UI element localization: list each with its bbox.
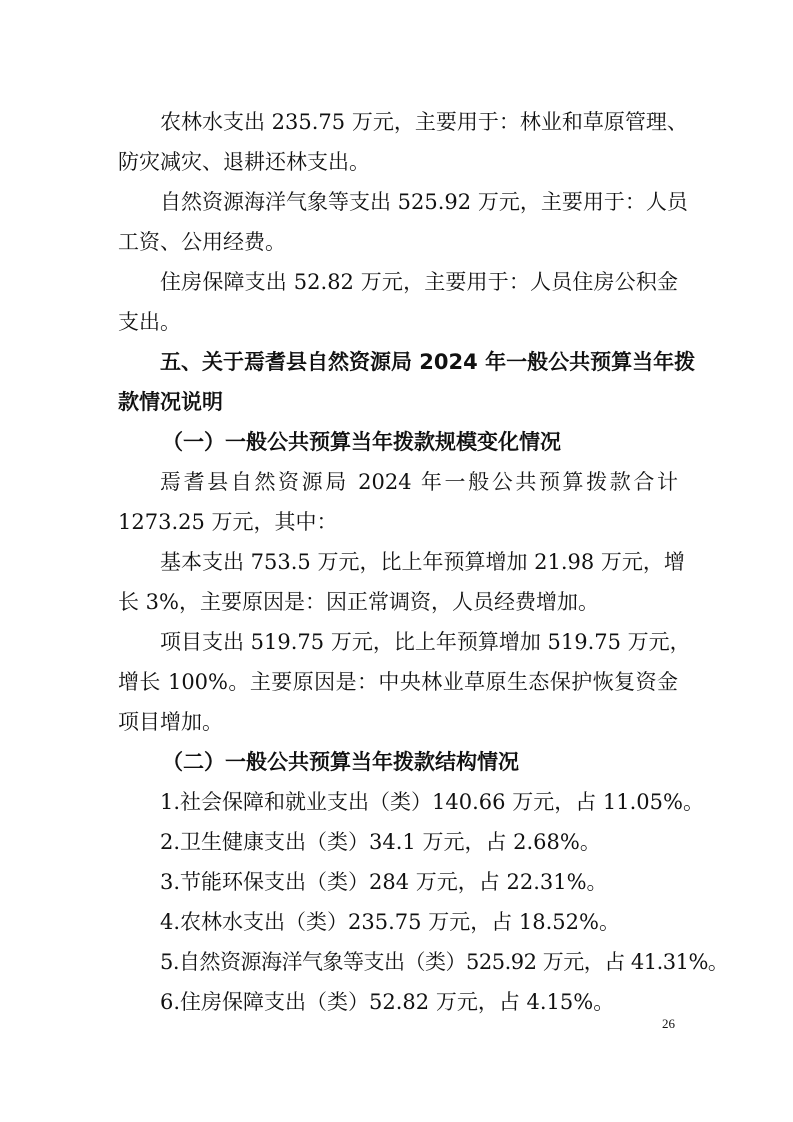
- list-item: 2.卫生健康支出（类）34.1 万元，占 2.68%。: [160, 830, 601, 854]
- section-heading: 款情况说明: [118, 390, 223, 414]
- paragraph-line: 焉耆县自然资源局 2024 年一般公共预算拨款合计: [160, 470, 678, 494]
- paragraph-line: 自然资源海洋气象等支出 525.92 万元，主要用于：人员: [160, 190, 688, 214]
- paragraph-line: 项目支出 519.75 万元，比上年预算增加 519.75 万元，: [160, 630, 691, 654]
- subsection-heading: （一）一般公共预算当年拨款规模变化情况: [162, 430, 561, 454]
- section-heading: 五、关于焉耆县自然资源局 2024 年一般公共预算当年拨: [160, 350, 696, 374]
- paragraph-line: 防灾减灾、退耕还林支出。: [118, 150, 370, 174]
- paragraph-line: 长 3%，主要原因是：因正常调资，人员经费增加。: [118, 590, 599, 614]
- list-item: 5.自然资源海洋气象等支出（类）525.92 万元，占 41.31%。: [160, 950, 729, 974]
- page-number: 26: [662, 1016, 675, 1031]
- paragraph-line: 住房保障支出 52.82 万元，主要用于：人员住房公积金: [160, 270, 678, 294]
- list-item: 3.节能环保支出（类）284 万元，占 22.31%。: [160, 870, 608, 894]
- paragraph-line: 基本支出 753.5 万元，比上年预算增加 21.98 万元，增: [160, 550, 685, 574]
- paragraph-line: 支出。: [118, 310, 181, 334]
- list-item: 1.社会保障和就业支出（类）140.66 万元，占 11.05%。: [160, 790, 704, 814]
- paragraph-line: 农林水支出 235.75 万元，主要用于：林业和草原管理、: [160, 110, 688, 134]
- list-item: 4.农林水支出（类）235.75 万元，占 18.52%。: [160, 910, 620, 934]
- paragraph-line: 工资、公用经费。: [118, 230, 286, 254]
- paragraph-line: 增长 100%。主要原因是：中央林业草原生态保护恢复资金: [118, 670, 678, 694]
- list-item: 6.住房保障支出（类）52.82 万元，占 4.15%。: [160, 990, 615, 1014]
- subsection-heading: （二）一般公共预算当年拨款结构情况: [162, 750, 519, 774]
- paragraph-line: 项目增加。: [118, 710, 223, 734]
- paragraph-line: 1273.25 万元，其中：: [118, 510, 338, 534]
